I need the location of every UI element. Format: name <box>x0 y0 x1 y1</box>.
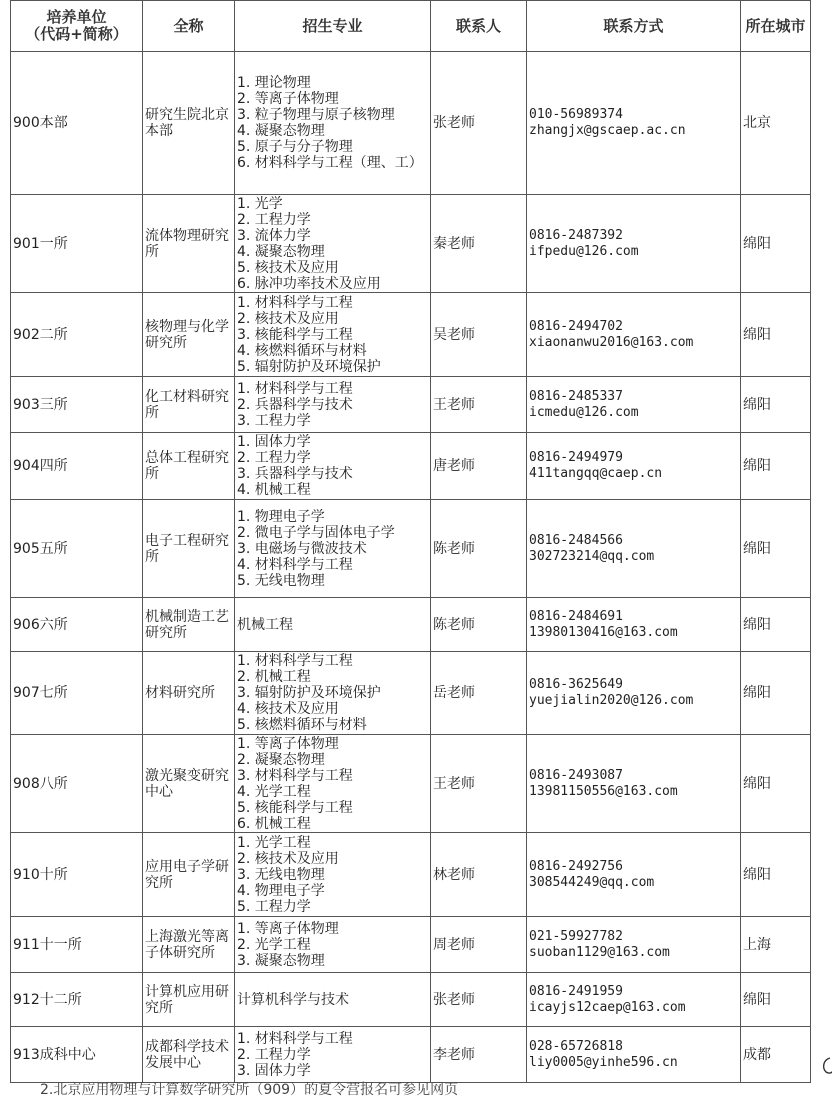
cell-majors <box>235 433 431 500</box>
email-address[interactable]: icmedu@126.com <box>529 404 639 420</box>
cell-city: 绵阳 <box>741 195 811 293</box>
major-item: 1. 材料科学与工程 <box>237 1030 353 1047</box>
major-item: 3. 辐射防护及环境保护 <box>237 685 381 701</box>
cell-majors <box>235 500 431 598</box>
major-item: 1. 材料科学与工程 <box>237 294 353 311</box>
cell-full-name: 化工材料研究所 <box>143 377 235 433</box>
cell-full-name: 研究生院北京本部 <box>143 52 235 195</box>
major-item: 5. 核燃料循环与材料 <box>237 717 367 733</box>
major-list <box>237 196 428 292</box>
major-item: 1. 光学 <box>237 195 283 212</box>
phone-number: 0816-2487392 <box>529 227 623 243</box>
major-item: 1. 材料科学与工程 <box>237 653 353 669</box>
major-item: 1. 光学工程 <box>237 834 311 851</box>
major-item: 3. 固体力学 <box>237 1062 311 1079</box>
cell-unit: 913成科中心 <box>11 1027 143 1083</box>
cell-contact-person: 李老师 <box>431 1027 527 1083</box>
major-list <box>237 653 428 733</box>
cell-full-name: 应用电子学研究所 <box>143 833 235 917</box>
cell-unit: 906六所 <box>11 598 143 652</box>
major-item: 4. 核燃料循环与材料 <box>237 342 367 359</box>
cell-contact-person: 唐老师 <box>431 433 527 500</box>
cell-majors <box>235 1027 431 1083</box>
cell-contact <box>527 1027 741 1083</box>
cell-city: 绵阳 <box>741 598 811 652</box>
cell-majors <box>235 377 431 433</box>
phone-number: 0816-2492756 <box>529 858 623 874</box>
table-row <box>11 1027 811 1083</box>
cell-contact-person: 吴老师 <box>431 293 527 377</box>
cell-city: 绵阳 <box>741 652 811 735</box>
major-item: 4. 凝聚态物理 <box>237 123 325 139</box>
cell-contact-person: 陈老师 <box>431 500 527 598</box>
cell-unit: 903三所 <box>11 377 143 433</box>
email-address[interactable]: icayjs12caep@163.com <box>529 999 686 1015</box>
cell-contact-person: 张老师 <box>431 973 527 1027</box>
major-item: 6. 材料科学与工程（理、工） <box>237 155 423 171</box>
major-item: 4. 材料科学与工程 <box>237 556 353 573</box>
major-item: 3. 凝聚态物理 <box>237 952 325 969</box>
footer-note: 2.北京应用物理与计算数学研究所（909）的夏令营报名可参见网页 <box>40 1082 459 1098</box>
major-item: 2. 兵器科学与技术 <box>237 396 353 413</box>
phone-number: 021-59927782 <box>529 928 623 944</box>
cell-full-name: 电子工程研究所 <box>143 500 235 598</box>
cell-contact-person: 王老师 <box>431 377 527 433</box>
major-item: 1. 固体力学 <box>237 434 311 450</box>
cell-contact <box>527 917 741 973</box>
major-list <box>237 75 428 171</box>
cell-full-name: 计算机应用研究所 <box>143 973 235 1027</box>
cell-contact-person: 秦老师 <box>431 195 527 293</box>
cell-unit: 905五所 <box>11 500 143 598</box>
major-item: 5. 核能科学与工程 <box>237 799 353 816</box>
cell-contact-person: 陈老师 <box>431 598 527 652</box>
cell-contact-person: 张老师 <box>431 52 527 195</box>
header-contact: 联系方式 <box>527 1 741 52</box>
major-item: 4. 光学工程 <box>237 783 311 800</box>
phone-number: 0816-2491959 <box>529 983 623 999</box>
major-list <box>237 921 428 969</box>
cell-contact <box>527 52 741 195</box>
cell-unit: 908八所 <box>11 735 143 833</box>
major-item: 2. 微电子学与固体电子学 <box>237 524 395 541</box>
header-major: 招生专业 <box>235 1 431 52</box>
email-address[interactable]: yuejialin2020@126.com <box>529 693 694 708</box>
cell-contact-person: 岳老师 <box>431 652 527 735</box>
major-item: 1. 理论物理 <box>237 75 311 91</box>
cell-majors <box>235 735 431 833</box>
cell-unit: 912十二所 <box>11 973 143 1027</box>
cell-contact-person: 林老师 <box>431 833 527 917</box>
phone-number: 0816-2494979 <box>529 450 623 465</box>
cell-city: 北京 <box>741 52 811 195</box>
major-item: 2. 工程力学 <box>237 211 311 228</box>
cell-unit: 911十一所 <box>11 917 143 973</box>
cell-unit: 907七所 <box>11 652 143 735</box>
phone-number: 0816-2493087 <box>529 767 623 783</box>
cell-city: 绵阳 <box>741 293 811 377</box>
major-list <box>237 1031 428 1079</box>
cell-majors <box>235 293 431 377</box>
major-item: 5. 辐射防护及环境保护 <box>237 358 381 375</box>
cell-majors: 计算机科学与技术 <box>235 973 431 1027</box>
cell-contact-person: 王老师 <box>431 735 527 833</box>
major-item: 4. 核技术及应用 <box>237 701 339 717</box>
major-item: 2. 机械工程 <box>237 669 311 685</box>
major-item: 6. 脉冲功率技术及应用 <box>237 275 381 292</box>
cell-majors <box>235 195 431 293</box>
cell-full-name: 成都科学技术发展中心 <box>143 1027 235 1083</box>
phone-number: 0816-2494702 <box>529 318 623 334</box>
cell-city: 绵阳 <box>741 377 811 433</box>
major-list <box>237 736 428 832</box>
cell-full-name: 材料研究所 <box>143 652 235 735</box>
major-item: 5. 核技术及应用 <box>237 259 339 276</box>
cell-majors: 机械工程 <box>235 598 431 652</box>
major-item: 2. 光学工程 <box>237 936 311 953</box>
major-item: 3. 电磁场与微波技术 <box>237 540 367 557</box>
cell-city: 成都 <box>741 1027 811 1083</box>
cell-unit: 904四所 <box>11 433 143 500</box>
email-address[interactable]: liy0005@yinhe596.cn <box>529 1054 678 1070</box>
cell-full-name: 上海激光等离子体研究所 <box>143 917 235 973</box>
cell-unit: 910十所 <box>11 833 143 917</box>
enrollment-table <box>10 0 811 1083</box>
major-item: 1. 材料科学与工程 <box>237 380 353 397</box>
cell-contact <box>527 433 741 500</box>
email-address[interactable]: 13981150556@163.com <box>529 783 678 799</box>
major-list <box>237 509 428 589</box>
cell-contact <box>527 833 741 917</box>
cell-city: 绵阳 <box>741 973 811 1027</box>
major-item: 1. 等离子体物理 <box>237 735 339 752</box>
major-item: 3. 无线电物理 <box>237 866 325 883</box>
phone-number: 0816-2484691 <box>529 608 623 624</box>
email-address[interactable]: 13980130416@163.com <box>529 624 678 640</box>
cell-full-name: 流体物理研究所 <box>143 195 235 293</box>
cell-majors <box>235 917 431 973</box>
major-list <box>237 434 428 498</box>
phone-number: 0816-2484566 <box>529 532 623 548</box>
major-item: 3. 工程力学 <box>237 412 311 429</box>
major-item: 2. 核技术及应用 <box>237 310 339 327</box>
major-item: 4. 物理电子学 <box>237 882 325 899</box>
major-item: 2. 核技术及应用 <box>237 850 339 867</box>
major-item: 3. 兵器科学与技术 <box>237 466 353 482</box>
major-list <box>237 835 428 915</box>
major-item: 2. 工程力学 <box>237 1046 311 1063</box>
major-item: 5. 原子与分子物理 <box>237 139 353 155</box>
cell-full-name: 核物理与化学研究所 <box>143 293 235 377</box>
cell-city: 绵阳 <box>741 433 811 500</box>
email-address[interactable]: suoban1129@163.com <box>529 944 670 960</box>
cell-unit: 900本部 <box>11 52 143 195</box>
table-row <box>11 52 811 195</box>
phone-number: 0816-2485337 <box>529 388 623 404</box>
phone-number: 0816-3625649 <box>529 677 623 692</box>
major-item: 3. 材料科学与工程 <box>237 767 353 784</box>
email-address[interactable]: 308544249@qq.com <box>529 874 655 890</box>
cell-contact <box>527 973 741 1027</box>
cell-full-name: 总体工程研究所 <box>143 433 235 500</box>
major-item: 5. 无线电物理 <box>237 572 325 589</box>
table-row <box>11 598 811 652</box>
cell-contact-person: 周老师 <box>431 917 527 973</box>
email-address[interactable]: 302723214@qq.com <box>529 548 655 564</box>
major-item: 5. 工程力学 <box>237 898 311 915</box>
major-item: 2. 凝聚态物理 <box>237 751 325 768</box>
major-list <box>237 381 428 429</box>
cell-majors <box>235 833 431 917</box>
table-row <box>11 917 811 973</box>
cell-majors <box>235 52 431 195</box>
major-item: 6. 机械工程 <box>237 815 311 832</box>
cell-unit: 902二所 <box>11 293 143 377</box>
major-item: 1. 物理电子学 <box>237 508 325 525</box>
table-row <box>11 195 811 293</box>
major-item: 2. 工程力学 <box>237 450 311 466</box>
cell-city: 上海 <box>741 917 811 973</box>
major-item: 2. 等离子体物理 <box>237 91 339 107</box>
cell-contact <box>527 500 741 598</box>
phone-number: 010-56989374 <box>529 107 623 122</box>
cell-contact <box>527 735 741 833</box>
header-contact-person: 联系人 <box>431 1 527 52</box>
header-full-name: 全称 <box>143 1 235 52</box>
cell-full-name: 机械制造工艺研究所 <box>143 598 235 652</box>
email-address[interactable]: xiaonanwu2016@163.com <box>529 334 694 350</box>
cell-majors <box>235 652 431 735</box>
page-edge-icon <box>820 1056 832 1076</box>
cell-contact <box>527 293 741 377</box>
table-row <box>11 433 811 500</box>
cell-full-name: 激光聚变研究中心 <box>143 735 235 833</box>
phone-number: 028-65726818 <box>529 1038 623 1054</box>
table-row <box>11 377 811 433</box>
major-item: 4. 机械工程 <box>237 482 311 498</box>
cell-contact <box>527 652 741 735</box>
cell-city: 绵阳 <box>741 833 811 917</box>
table-row <box>11 293 811 377</box>
email-address[interactable]: 411tangqq@caep.cn <box>529 466 663 481</box>
table-header-row <box>11 1 811 52</box>
cell-city: 绵阳 <box>741 500 811 598</box>
email-address[interactable]: ifpedu@126.com <box>529 243 639 259</box>
table-row <box>11 500 811 598</box>
email-address[interactable]: zhangjx@gscaep.ac.cn <box>529 123 686 138</box>
major-item: 3. 流体力学 <box>237 227 311 244</box>
cell-unit: 901一所 <box>11 195 143 293</box>
cell-contact <box>527 195 741 293</box>
cell-contact <box>527 598 741 652</box>
table-row <box>11 652 811 735</box>
header-unit: 培养单位 （代码+简称） <box>11 1 143 52</box>
major-item: 3. 粒子物理与原子核物理 <box>237 107 395 123</box>
major-list <box>237 295 428 375</box>
major-item: 3. 核能科学与工程 <box>237 326 353 343</box>
cell-contact <box>527 377 741 433</box>
cell-city: 绵阳 <box>741 735 811 833</box>
table-row <box>11 973 811 1027</box>
major-item: 4. 凝聚态物理 <box>237 243 325 260</box>
header-city: 所在城市 <box>741 1 811 52</box>
major-item: 1. 等离子体物理 <box>237 920 339 937</box>
table-row <box>11 833 811 917</box>
table-row <box>11 735 811 833</box>
